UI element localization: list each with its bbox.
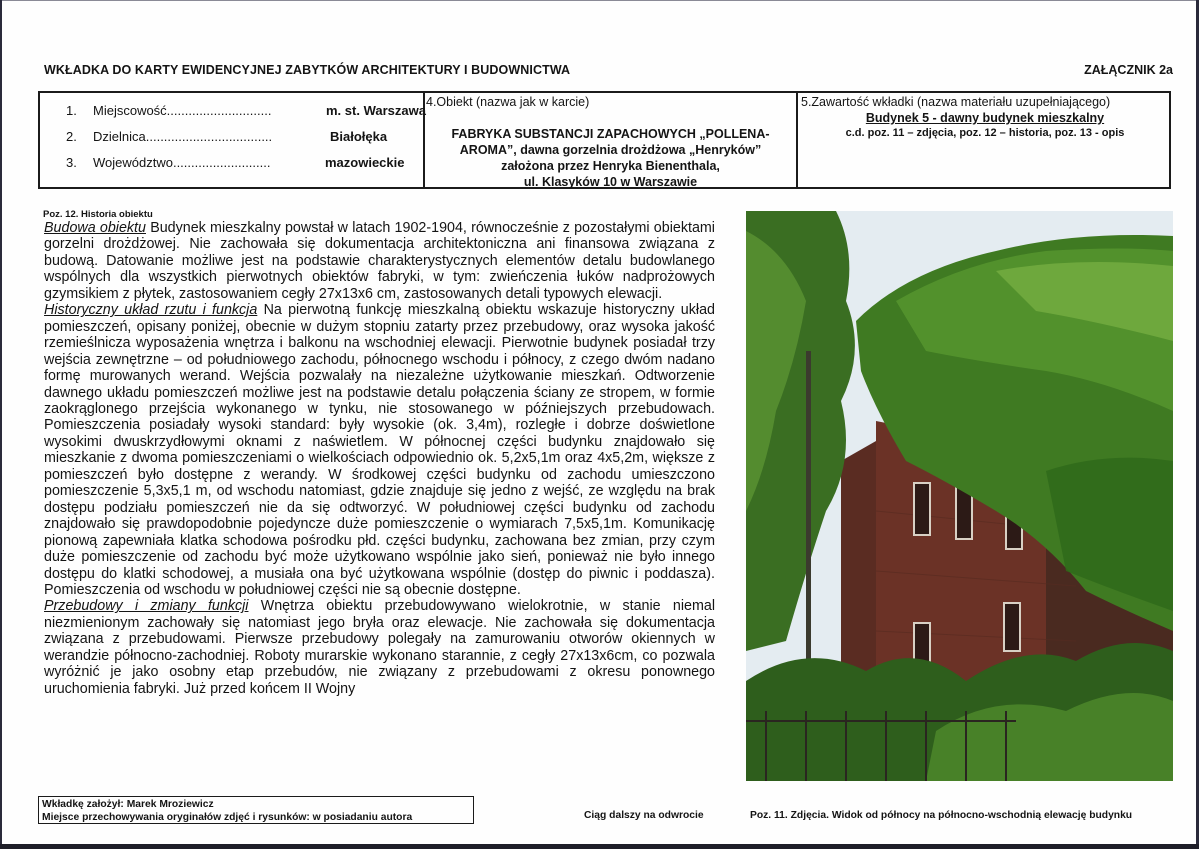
- header-table: [38, 91, 1171, 189]
- contents-subtitle: c.d. poz. 11 – zdjęcia, poz. 12 – historia, poz. 13 - opis: [845, 127, 1125, 139]
- location-value-voivodeship: mazowieckie: [325, 155, 405, 170]
- object-name: FABRYKA SUBSTANCJI ZAPACHOWYCH „POLLENA- AROMA”, dawna gorzelnia drożdżowa „Henryków” założona przez Henryka Bienenthala, ul. Klasyków 10 w Warszawie: [451, 127, 770, 189]
- subheading: Przebudowy i zmiany funkcji: [44, 598, 249, 615]
- contents-title: Budynek 5 - dawny budynek mieszkalny: [865, 111, 1105, 125]
- credits-author: Wkładkę założył: Marek Mroziewicz: [42, 799, 214, 810]
- credits-storage: Miejsce przechowywania oryginałów zdjęć i rysunków: w posiadaniu autora: [42, 811, 413, 823]
- subheading: Budowa obiektu: [44, 220, 146, 236]
- location-row-voivodeship: 3. Województwo........................... mazowieckie: [66, 155, 405, 170]
- paragraph-rebuilds: Przebudowy i zmiany funkcji Wnętrza obiektu przebudowywano wielokrotnie, w stanie niemal niezmienionym zachowały się natomiast jego bryła oraz elewacje. Nie zachowała się dokumentacja związana z przebudowami. Pierwsze przebudowy polegały na zamurowaniu otworów okiennych w werandzie północno-zachodniej. Roboty murarskie wykonano starannie, z cegły 27x13x6cm, co pozwala wyróżnić je jako osobny etap przebudów, nie związany z przebudowami z okresu ponownego uruchomienia fabryki. Już przed końcem II Wojny: [44, 598, 715, 697]
- contents-heading: 5.Zawartość wkładki (nazwa materiału uzupełniającego): [801, 95, 1111, 109]
- scan-edge-bottom: [0, 844, 1199, 849]
- paragraph-layout-function: Historyczny układ rzutu i funkcja Na pierwotną funkcję mieszkalną obiektu wskazuje historyczny układ pomieszczeń, opisany poniżej, obecnie w dużym stopniu zatarty przez przebudowy, oraz wysoka jakość rzemieślnicza wyposażenia wnętrza i balkonu na wschodniej elewacji. Pierwotnie budynek posiadał trzy wejścia zewnętrzne – od południowego zachodu, północnego wschodu i północy, z czego dwóm nadano formę murowanych werand. Wejścia pozwalały na niezależne użytkowanie mieszkań. Odtworzenie dawnego układu pomieszczeń możliwe jest na podstawie detalu połączenia ściany ze stropem, w formie zaokrąglonego przejścia wykonanego w tynku, nie stosowanego w późniejszych przebudowach. Pomieszczenia posiadały wysoki standard: były wysokie (ok. 3,4m), rozległe i dobrze doświetlone wysokimi dwuskrzydłowymi oknami z naświetlem. W północnej części budynku znajdowało się mieszkanie z dwoma pomieszczeniami o wielkościach odpowiednio ok. 5,2x5,1m oraz 4x5,2m, większe z pomieszczeń było dostępne z werandy. W środkowej części budynku od zachodu umieszczono pomieszczenie 5,3x5,1 m, od wschodu natomiast, gdzie znajduje się jedno z wejść, ze względu na brak dostępu podziału pomieszczeń nie da się odtworzyć. W południowej części budynku od zachodu znajdowało się prawdopodobnie pojedyncze duże pomieszczenie o wymiarach 7,5x5,1m. Komunikację pionową zapewniała klatka schodowa pośrodku płd. części budynku, zachowana bez zmian, przy czym duże pomieszczenie od zachodu być może użytkowano wspólnie jako sień, ponieważ nie było innego dostępu do klatki schodowej, a musiała ona być użytkowana wspólnie (dostęp do piwnic i poddasza). Pomieszczenia od wschodu w południowej części nie są obecnie dostępne.: [44, 302, 715, 598]
- column-divider: [796, 93, 798, 187]
- credits-box: [38, 796, 474, 824]
- section-label: Poz. 12. Historia obiektu: [43, 209, 153, 220]
- location-row-town: 1. Miejscowość............................. m. st. Warszawa: [66, 103, 426, 118]
- subheading: Historyczny układ rzutu i funkcja: [44, 302, 258, 319]
- object-heading: 4.Obiekt (nazwa jak w karcie): [426, 95, 590, 109]
- location-value-town: m. st. Warszawa: [326, 103, 426, 118]
- location-row-district: 2. Dzielnica................................... Białołęka: [66, 129, 388, 144]
- form-title: WKŁADKA DO KARTY EWIDENCYJNEJ ZABYTKÓW ARCHITEKTURY I BUDOWNICTWA: [44, 63, 571, 77]
- scan-edge-top: [0, 0, 1199, 1]
- building-photo: [746, 211, 1173, 781]
- annex-label: ZAŁĄCZNIK 2a: [1084, 63, 1173, 77]
- history-text: [44, 220, 715, 697]
- photo-caption: Poz. 11. Zdjęcia. Widok od północy na północno-wschodnią elewację budynku: [750, 810, 1133, 821]
- location-value-district: Białołęka: [330, 129, 388, 144]
- scan-edge-left: [0, 0, 2, 849]
- continued-note: Ciąg dalszy na odwrocie: [584, 810, 704, 821]
- paragraph-construction: Budowa obiektu Budynek mieszkalny powstał w latach 1902-1904, równocześnie z pozostałymi obiektami gorzelni drożdżowej. Nie zachowała się dokumentacja architektoniczna ani finansowa związana z budową. Datowanie możliwe jest na podstawie charakterystycznych elementów detalu budowlanego wspólnych dla wszystkich pierwotnych obiektów fabryki, w tym: zwieńczenia łuków nadprożowych gzymsikiem z płytek, zastosowaniem cegły 27x13x6 cm, zastosowanych detali typowych elewacji.: [44, 220, 715, 302]
